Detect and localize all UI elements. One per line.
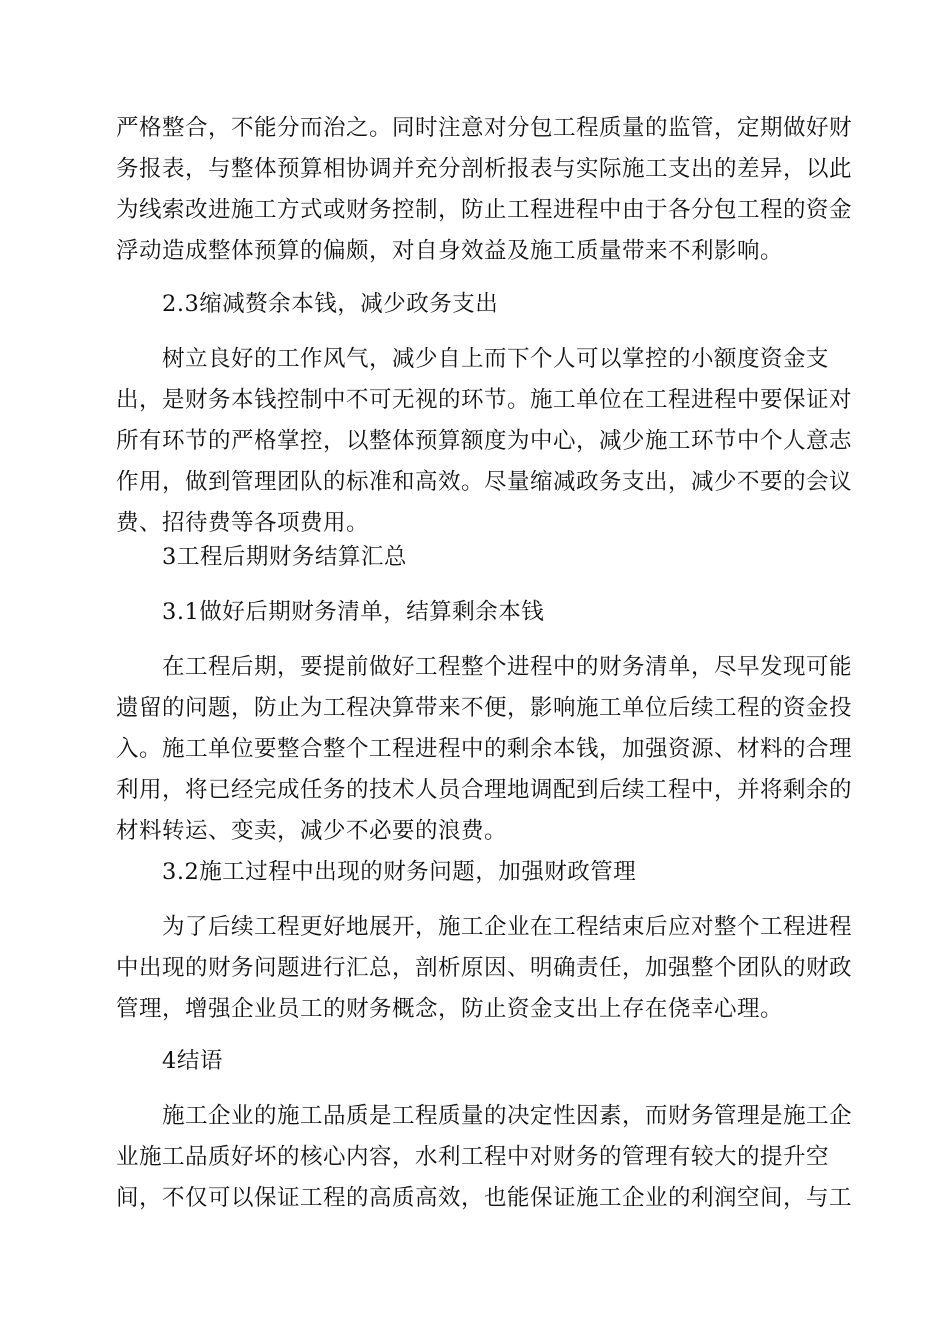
text-line: 所有环节的严格掌控，以整体预算额度为中心，减少施工环节中个人意志 [116,428,853,454]
text-line: 遗留的问题，防止为工程决算带来不便，影响施工单位后续工程的资金投 [116,695,853,721]
section-heading-3-1: 3.1做好后期财务清单，结算剩余本钱 [162,599,545,625]
text-line: 浮动造成整体预算的偏颇，对自身效益及施工质量带来不利影响。 [116,238,784,264]
section-heading-4: 4结语 [162,1048,223,1074]
text-line: 务报表，与整体预算相协调并充分剖析报表与实际施工支出的差异，以此 [116,156,853,182]
section-heading-3-2: 3.2施工过程中出现的财务问题，加强财政管理 [162,859,637,885]
text-line: 严格整合，不能分而治之。同时注意对分包工程质量的监管，定期做好财 [116,115,853,141]
paragraph-later-stage [116,647,853,852]
text-line: 作用，做到管理团队的标准和高效。尽量缩减政务支出，减少不要的会议 [116,469,853,495]
text-line: 中出现的财务问题进行汇总，剖析原因、明确责任，加强整个团队的财政 [116,955,853,981]
text-line: 利用，将已经完成任务的技术人员合理地调配到后续工程中，并将剩余的 [116,777,853,803]
text-line: 在工程后期，要提前做好工程整个进程中的财务清单，尽早发现可能 [162,654,853,680]
paragraph-work-style [116,339,853,544]
section-heading-2-3: 2.3缩减赘余本钱，减少政务支出 [162,291,499,317]
text-line: 施工企业的施工品质是工程质量的决定性因素，而财务管理是施工企 [162,1103,853,1129]
section-heading-3: 3工程后期财务结算汇总 [162,544,407,570]
text-line: 出，是财务本钱控制中不可无视的环节。施工单位在工程进程中要保证对 [116,387,853,413]
text-line: 为线索改进施工方式或财务控制，防止工程进程中由于各分包工程的资金 [116,197,853,223]
paragraph-financial-problems [116,907,853,1030]
text-line: 为了后续工程更好地展开，施工企业在工程结束后应对整个工程进程 [162,914,853,940]
text-line: 材料转运、变卖，减少不必要的浪费。 [116,818,508,844]
paragraph-budget-integration [116,108,853,272]
text-line: 入。施工单位要整合整个工程进程中的剩余本钱，加强资源、材料的合理 [116,736,853,762]
text-line: 间，不仅可以保证工程的高质高效，也能保证施工企业的利润空间，与工 [116,1185,853,1211]
paragraph-conclusion [116,1096,853,1219]
text-line: 树立良好的工作风气，减少自上而下个人可以掌控的小额度资金支 [162,346,830,372]
text-line: 业施工品质好坏的核心内容，水利工程中对财务的管理有较大的提升空 [116,1144,830,1170]
text-line: 费、招待费等各项费用。 [116,510,370,536]
text-line: 管理，增强企业员工的财务概念，防止资金支出上存在侥幸心理。 [116,996,784,1022]
